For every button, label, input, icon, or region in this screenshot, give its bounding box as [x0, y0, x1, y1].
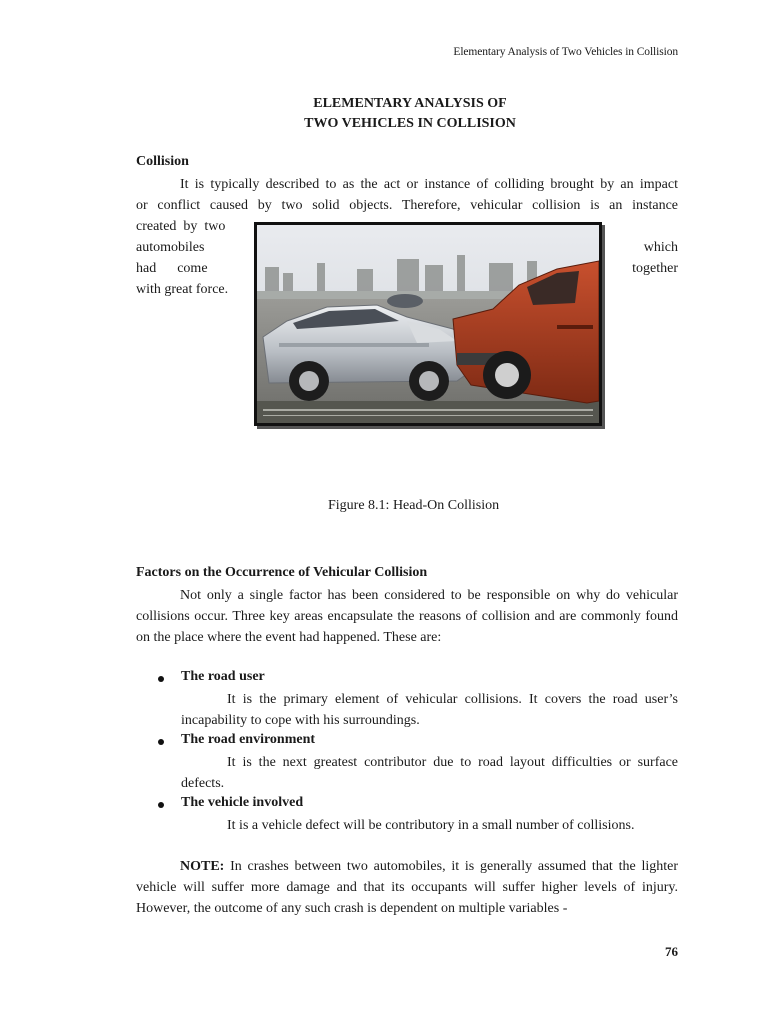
factor-title: The vehicle involved: [181, 795, 304, 810]
wrap-right-line-2: together: [632, 261, 678, 276]
factor-text: It is a vehicle defect will be contributory in a small number of collisions.: [227, 818, 635, 833]
note-text: In crashes between two automobiles, it is generally assumed that the lighter vehicle will suffer more damage and that its occupants will suffer higher levels of injury. However, the outcome of any such crash is dependent on multiple variables -: [136, 859, 678, 916]
note-paragraph: [136, 856, 678, 919]
document-title: [0, 94, 768, 134]
wrap-text-left: [136, 216, 242, 300]
collision-paragraph: [136, 174, 678, 216]
title-line-1: ELEMENTARY ANALYSIS OF: [313, 96, 507, 111]
factor-title: The road user: [181, 669, 265, 684]
wrap-left-line-4: [136, 279, 242, 300]
wrap-left-line-1: [136, 216, 242, 237]
bullet-dot-icon: [158, 739, 164, 745]
collision-line-2: or conflict caused by two solid objects. Therefore, vehicular collision is an instance: [136, 198, 678, 213]
collision-line-1: It is typically described to as the act or instance of colliding brought by an impact: [180, 177, 678, 192]
page-number: 76: [665, 944, 678, 959]
factors-intro: Not only a single factor has been considered to be responsible on why do vehicular collisions occur. Three key areas encapsulate the reasons of collision and are commonly found on the place where the event had happened. These are:: [136, 588, 678, 645]
factor-text: It is the primary element of vehicular collisions. It covers the road user’s incapability to cope with his surroundings.: [181, 692, 678, 728]
section-heading-factors: Factors on the Occurrence of Vehicular Collision: [136, 565, 428, 580]
wrap-text-right: [617, 237, 678, 279]
factor-text: It is the next greatest contributor due to road layout difficulties or surface defects.: [181, 755, 678, 791]
collision-photo: [254, 222, 602, 426]
bullet-dot-icon: [158, 676, 164, 682]
title-line-2: TWO VEHICLES IN COLLISION: [304, 116, 516, 131]
wrap-left-line-3: [136, 258, 242, 279]
note-label: NOTE:: [180, 859, 225, 874]
wrap-left-text-4: with great force.: [136, 282, 229, 297]
figure-caption: Figure 8.1: Head-On Collision: [328, 498, 500, 513]
running-header: Elementary Analysis of Two Vehicles in Collision: [453, 46, 678, 58]
section-heading-collision: Collision: [136, 154, 189, 169]
wrap-left-line-2: [136, 237, 242, 258]
collision-photo-illustration: [257, 225, 599, 423]
wrap-left-text-2: automobiles: [136, 240, 205, 255]
wrap-right-line-1: which: [643, 240, 678, 255]
factor-title: The road environment: [181, 732, 316, 747]
wrap-left-text-1: created by two: [136, 219, 226, 234]
bullet-dot-icon: [158, 802, 164, 808]
wrap-left-text-3: had come: [136, 261, 208, 276]
